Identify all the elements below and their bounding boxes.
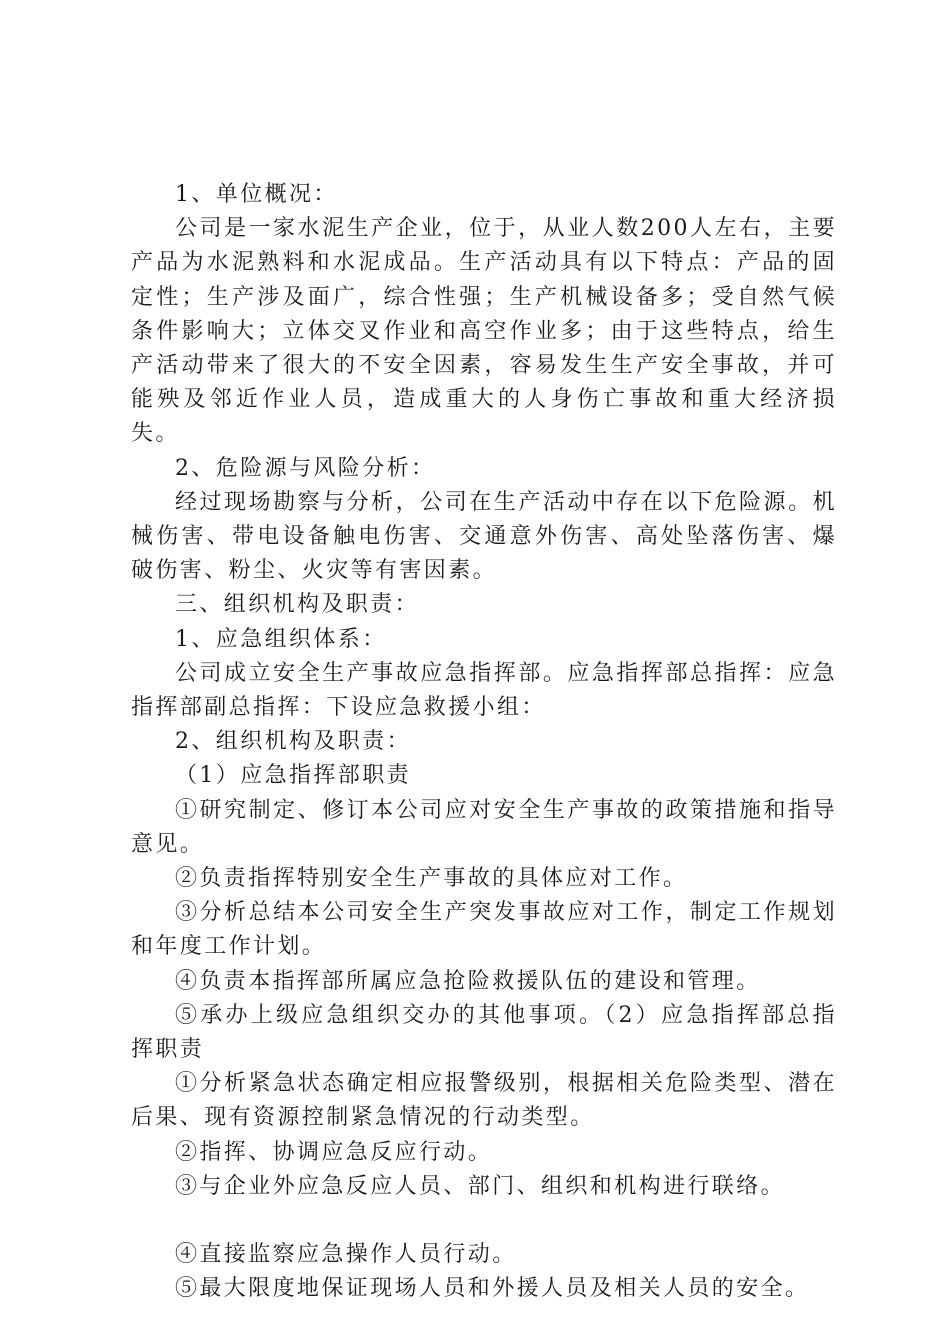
list-item-duty-3: ③分析总结本公司安全生产突发事故应对工作，制定工作规划和年度工作计划。 [131, 900, 837, 960]
list-item-duty-1: ①研究制定、修订本公司应对安全生产事故的政策措施和指导意见。 [131, 797, 837, 857]
section-heading-emergency-system: 1、应急组织体系： [175, 626, 387, 652]
section-heading-hazard-analysis: 2、危险源与风险分析： [175, 455, 436, 481]
paragraph-company-description: 公司是一家水泥生产企业，位于，从业人数200人左右，主要产品为水泥熟料和水泥成品。生产活动具有以下特点：产品的固定性；生产涉及面广，综合性强；生产机械设备多；受自然气候条件影响大；立体交叉作业和高空作业多；由于这些特点，给生产活动带来了很大的不安全因素，容易发生生产安全事故，并可能殃及邻近作业人员，造成重大的人身伤亡事故和重大经济损失。 [131, 216, 837, 447]
list-item-commander-duty-5: ⑤最大限度地保证现场人员和外援人员及相关人员的安全。 [175, 1276, 810, 1302]
list-item-commander-duty-2: ②指挥、协调应急反应行动。 [175, 1139, 493, 1165]
paragraph-hazard-sources: 经过现场勘察与分析，公司在生产活动中存在以下危险源。机械伤害、带电设备触电伤害、交通意外伤害、高处坠落伤害、爆破伤害、粉尘、火灾等有害因素。 [131, 489, 837, 584]
paragraph-emergency-command: 公司成立安全生产事故应急指挥部。应急指挥部总指挥：应急指挥部副总指挥：下设应急救援小组： [131, 660, 837, 721]
list-item-duty-5: ⑤承办上级应急组织交办的其他事项。（2）应急指挥部总指挥职责 [131, 1002, 837, 1063]
section-heading-org-duties: 2、组织机构及职责： [175, 729, 411, 755]
list-item-duty-4: ④负责本指挥部所属应急抢险救援队伍的建设和管理。 [175, 968, 761, 994]
section-heading-unit-overview: 1、单位概况： [175, 182, 338, 207]
list-item-commander-duty-1: ①分析紧急状态确定相应报警级别，根据相关危险类型、潜在后果、现有资源控制紧急情况的行动类型。 [131, 1071, 837, 1131]
section-heading-organization: 三、组织机构及职责： [175, 592, 420, 618]
list-item-commander-duty-3: ③与企业外应急反应人员、部门、组织和机构进行联络。 [175, 1173, 786, 1199]
subheading-command-duties: （1）应急指挥部职责 [175, 763, 411, 789]
document-body [131, 178, 837, 1307]
list-item-commander-duty-4: ④直接监察应急操作人员行动。 [175, 1242, 517, 1268]
list-item-duty-2: ②负责指挥特别安全生产事故的具体应对工作。 [175, 866, 688, 892]
